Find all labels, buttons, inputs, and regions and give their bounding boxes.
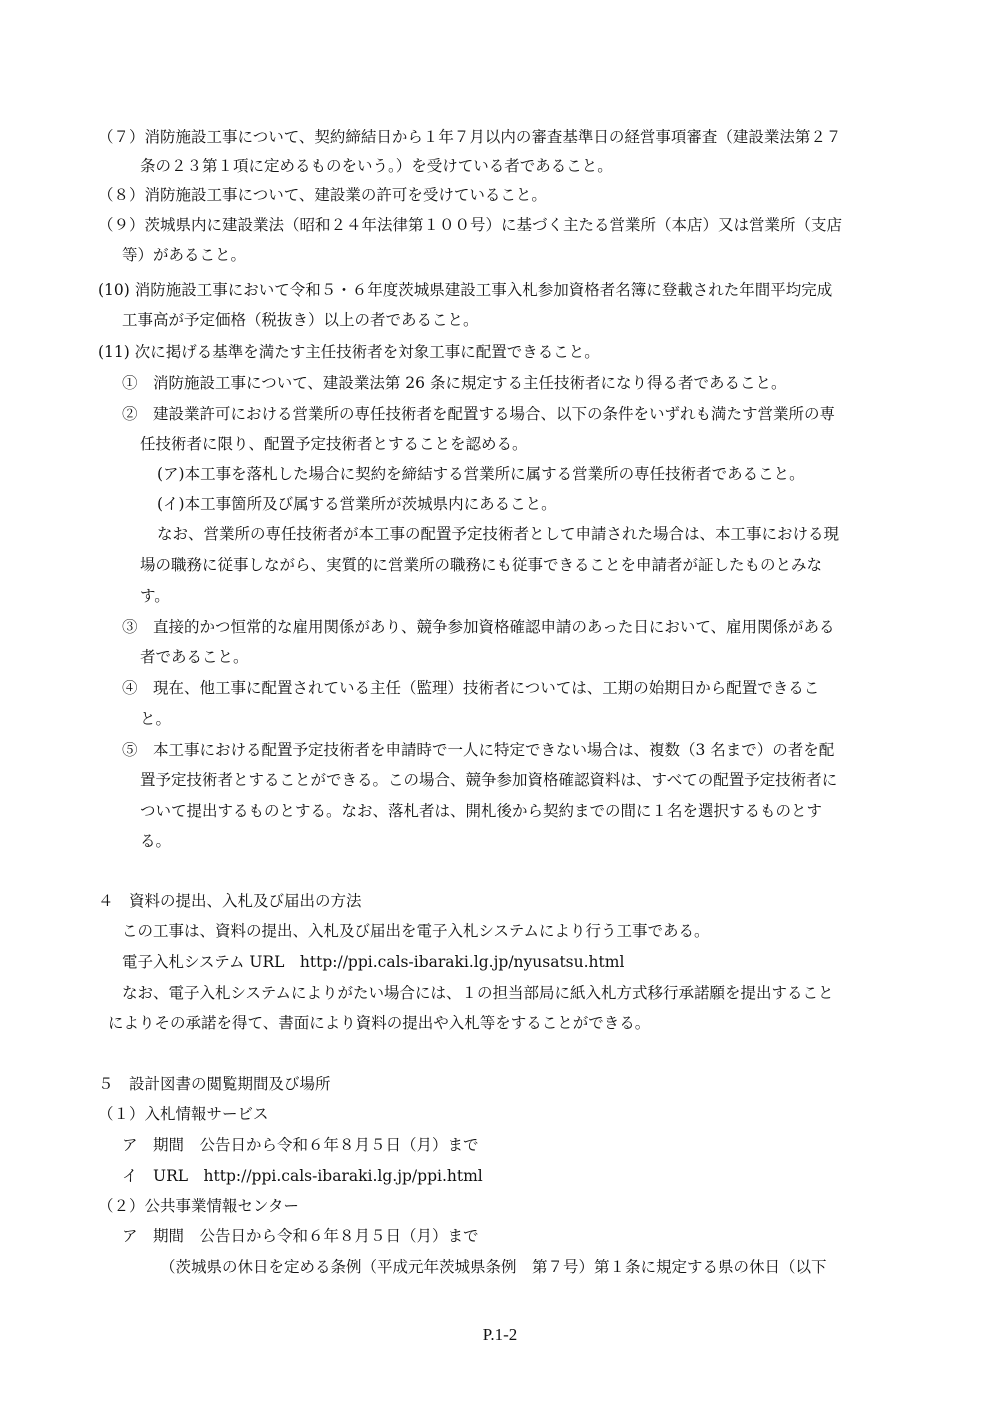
item-11: (11) 次に掲げる基準を満たす主任技術者を対象工事に配置できること。 <box>98 343 600 361</box>
item-11-c2-note3: す。 <box>140 587 170 605</box>
item-11-c2-line1: ② 建設業許可における営業所の専任技術者を配置する場合、以下の条件をいずれも満たす営業所の専 <box>122 405 836 423</box>
item-9-line2: 等）があること。 <box>122 246 247 264</box>
item-10-line1: (10) 消防施設工事において令和５・６年度茨城県建設工事入札参加資格者名簿に登載された年間平均完成 <box>98 281 833 299</box>
item-11-c4-line1: ④ 現在、他工事に配置されている主任（監理）技術者については、工期の始期日から配置できるこ <box>122 679 820 697</box>
item-11-c2-note2: 場の職務に従事しながら、実質的に営業所の職務にも従事できることを申請者が証したものとみな <box>140 556 823 574</box>
page-number: P.1-2 <box>482 1325 518 1344</box>
section-5-sub1-url: イ URL http://ppi.cals-ibaraki.lg.jp/ppi.html <box>122 1167 483 1185</box>
section-4-heading: ４ 資料の提出、入札及び届出の方法 <box>98 892 362 910</box>
section-4-paragraph: この工事は、資料の提出、入札及び届出を電子入札システムにより行う工事である。 <box>122 922 710 940</box>
item-11-c5-line4: る。 <box>140 832 172 850</box>
section-5-sub2-period: ア 期間 公告日から令和６年８月５日（月）まで <box>122 1227 479 1245</box>
section-4-url-line: 電子入札システム URL http://ppi.cals-ibaraki.lg.jp/nyusatsu.html <box>122 953 625 971</box>
section-5-sub2-note: （茨城県の休日を定める条例（平成元年茨城県条例 第７号）第１条に規定する県の休日（以下 <box>160 1258 827 1276</box>
section-5-heading: ５ 設計図書の閲覧期間及び場所 <box>98 1075 331 1093</box>
item-11-c5-line1: ⑤ 本工事における配置予定技術者を申請時で一人に特定できない場合は、複数（3 名まで）の者を配 <box>122 741 835 759</box>
item-10-line2: 工事高が予定価格（税抜き）以上の者であること。 <box>122 311 479 329</box>
item-9-line1: （９）茨城県内に建設業法（昭和２４年法律第１００号）に基づく主たる営業所（本店）又は営業所（支店 <box>98 216 843 234</box>
item-11-c2-line2: 任技術者に限り、配置予定技術者とすることを認める。 <box>140 435 528 453</box>
section-4-note-line2: によりその承諾を得て、書面により資料の提出や入札等をすることができる。 <box>108 1014 651 1032</box>
item-11-c2-note1: なお、営業所の専任技術者が本工事の配置予定技術者として申請された場合は、本工事における現 <box>157 525 840 543</box>
item-11-c4-line2: と。 <box>140 710 172 728</box>
item-11-c5-line3: ついて提出するものとする。なお、落札者は、開札後から契約までの間に１名を選択するものとす <box>140 802 823 820</box>
section-4-note-line1: なお、電子入札システムによりがたい場合には、１の担当部局に紙入札方式移行承諾願を提出すること <box>122 984 834 1002</box>
item-11-c5-line2: 置予定技術者とすることができる。この場合、競争参加資格確認資料は、すべての配置予定技術者に <box>140 771 838 789</box>
item-8: （８）消防施設工事について、建設業の許可を受けていること。 <box>98 186 547 204</box>
section-5-sub1: （１）入札情報サービス <box>98 1105 269 1123</box>
item-11-c3-line1: ③ 直接的かつ恒常的な雇用関係があり、競争参加資格確認申請のあった日において、雇用関係がある <box>122 618 835 636</box>
item-11-c3-line2: 者であること。 <box>140 648 249 666</box>
item-11-c1: ① 消防施設工事について、建設業法第 26 条に規定する主任技術者になり得る者であること。 <box>122 374 787 392</box>
item-7-line1: （７）消防施設工事について、契約締結日から１年７月以内の審査基準日の経営事項審査（建設業法第２７ <box>98 128 842 146</box>
item-11-c2-i: (イ)本工事箇所及び属する営業所が茨城県内にあること。 <box>157 495 557 513</box>
section-5-sub1-period: ア 期間 公告日から令和６年８月５日（月）まで <box>122 1136 479 1154</box>
section-5-sub2: （２）公共事業情報センター <box>98 1197 299 1215</box>
item-11-c2-a: (ア)本工事を落札した場合に契約を締結する営業所に属する営業所の専任技術者であること。 <box>157 465 805 483</box>
item-7-line2: 条の２３第１項に定めるものをいう。）を受けている者であること。 <box>140 157 613 175</box>
